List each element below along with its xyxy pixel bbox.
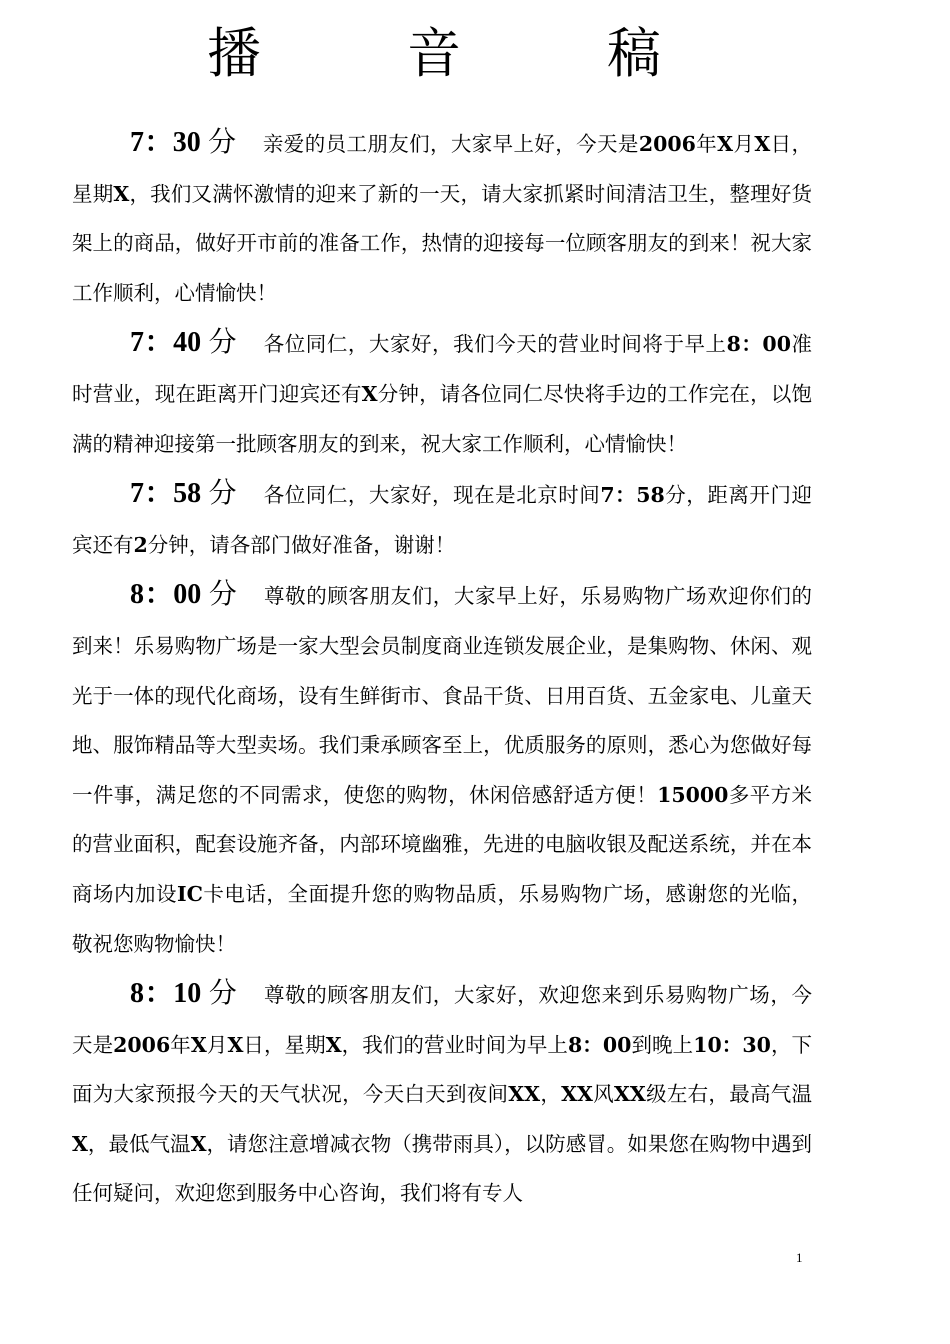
broadcast-paragraph	[72, 318, 812, 469]
paragraph-text: 年	[695, 132, 718, 156]
paragraph-text: 尊敬的顾客朋友们，大家早上好，乐易购物广场欢迎你们的到来！乐易购物广场是一家大型会员制度商业连锁发展企业，是集购物、休闲、观光于一体的现代化商场，设有生鲜街市、食品干货、日用百货、五金家电、儿童天地、服饰精品等大型卖场。我们秉承顾客至上，优质服务的原则，悉心为您做好每一件事，满足您的不同需求，使您的购物，休闲倍感舒适方便！	[72, 584, 812, 807]
time-value: 7：40	[130, 327, 202, 359]
emphasized-text: 15000	[657, 782, 729, 807]
paragraph-text: 尊敬的顾客朋友们，大家好，欢迎您来到乐易购物广场，今天是	[72, 983, 812, 1057]
emphasized-text: 2006	[113, 1032, 171, 1057]
emphasized-text: X	[717, 132, 734, 156]
broadcast-script-body	[72, 118, 812, 1219]
paragraph-text: 日，星期	[72, 132, 812, 206]
emphasized-text: XX	[614, 1082, 646, 1107]
emphasized-text: 10：30	[693, 1032, 771, 1057]
time-unit: 分	[208, 478, 238, 510]
emphasized-text: X	[361, 381, 378, 406]
time-value: 7：30	[130, 127, 201, 158]
emphasized-text: X	[190, 1032, 207, 1057]
paragraph-text: 年	[170, 1032, 191, 1057]
paragraph-text: 到晚上	[631, 1032, 694, 1057]
broadcast-paragraph	[72, 469, 812, 570]
paragraph-text: 分钟，请各部门做好准备，谢谢！	[147, 532, 456, 557]
time-unit: 分	[208, 978, 238, 1010]
paragraph-text: 月	[206, 1032, 228, 1057]
paragraph-text: 日，星期	[243, 1032, 326, 1057]
paragraph-text: ，我们的营业时间为早上	[341, 1032, 568, 1057]
time-unit: 分	[208, 127, 237, 158]
paragraph-text: ，最低气温	[87, 1131, 191, 1156]
title-char: 音	[407, 22, 461, 85]
paragraph-text: ，请您注意增减衣物（携带雨具），以防感冒。如果您在购物中遇到任何疑问，欢迎您到服务中心咨询，我们将有专人	[72, 1131, 812, 1206]
emphasized-text: 8：00	[726, 332, 791, 357]
time-label	[130, 127, 237, 158]
emphasized-text: X	[113, 181, 130, 206]
page-number: 1	[796, 1250, 803, 1265]
broadcast-paragraph	[72, 969, 812, 1219]
emphasized-text: 2	[133, 532, 148, 557]
paragraph-text: 各位同仁，大家好，我们今天的营业时间将于早上	[263, 332, 727, 357]
emphasized-text: X	[325, 1032, 342, 1057]
emphasized-text: 8：00	[567, 1032, 632, 1057]
emphasized-text: 7：58	[600, 483, 665, 508]
emphasized-text: X	[190, 1131, 207, 1156]
paragraph-text: ，我们又满怀激情的迎来了新的一天，请大家抓紧时间清洁卫生，整理好货架上的商品，做好开市前的准备工作，热情的迎接每一位顾客朋友的到来！祝大家工作顺利，心情愉快！	[72, 181, 813, 305]
time-value: 7：58	[130, 478, 202, 510]
paragraph-text: 风	[592, 1082, 615, 1107]
paragraph-text: 准时营业，现在距离开门迎宾还有	[72, 332, 813, 406]
paragraph-text: 卡电话，全面提升您的购物品质，乐易购物广场，感谢您的光临，敬祝您购物愉快！	[72, 881, 813, 956]
time-unit: 分	[208, 579, 238, 611]
time-label	[130, 978, 237, 1009]
emphasized-text: X	[72, 1131, 88, 1156]
title-char: 稿	[607, 22, 661, 85]
paragraph-text: 级左右，最高气温	[645, 1082, 813, 1107]
paragraph-text: 各位同仁，大家好，现在是北京时间	[263, 483, 601, 508]
title-char: 播	[207, 22, 261, 85]
emphasized-text: IC	[177, 881, 203, 906]
emphasized-text: 2006	[638, 132, 696, 156]
emphasized-text: X	[754, 132, 771, 156]
paragraph-text: ，下面为大家预报今天的天气状况，今天白天到夜间	[72, 1032, 813, 1107]
paragraph-text: 月	[733, 132, 755, 156]
broadcast-paragraph	[72, 118, 812, 318]
emphasized-text: XX	[508, 1082, 541, 1107]
paragraph-text: 亲爱的员工朋友们，大家早上好，今天是	[262, 132, 639, 156]
time-label	[130, 327, 237, 358]
paragraph-text: 分，距离开门迎宾还有	[72, 483, 813, 557]
time-label	[130, 478, 237, 509]
emphasized-text: X	[227, 1032, 244, 1057]
time-label	[130, 579, 237, 610]
time-value: 8：00	[130, 579, 202, 611]
paragraph-text: 多平方米的营业面积，配套设施齐备，内部环境幽雅，先进的电脑收银及配送系统，并在本商场内加设	[72, 782, 813, 906]
broadcast-paragraph	[72, 570, 812, 969]
time-unit: 分	[208, 327, 238, 359]
paragraph-text: 分钟，请各位同仁尽快将手边的工作完在，以饱满的精神迎接第一批顾客朋友的到来，祝大家工作顺利，心情愉快！	[72, 381, 813, 456]
time-value: 8：10	[130, 978, 202, 1010]
emphasized-text: XX	[561, 1082, 593, 1107]
paragraph-text: ，	[540, 1082, 562, 1107]
